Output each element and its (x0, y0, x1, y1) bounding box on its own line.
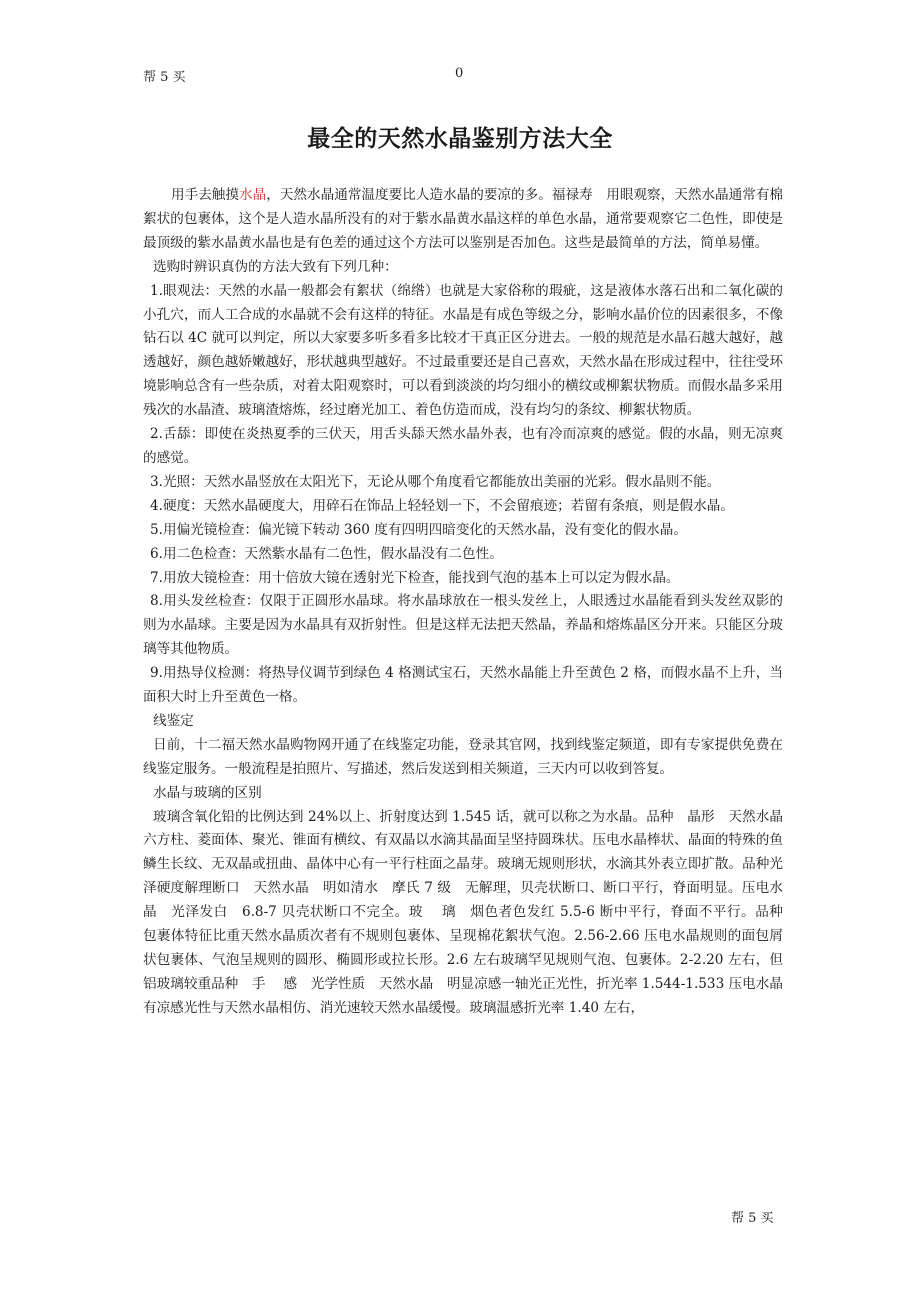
crystal-link[interactable]: 水晶 (239, 187, 267, 203)
page-number: 0 (455, 66, 464, 81)
paragraph-method-4: 4.硬度：天然水晶硬度大，用碎石在饰品上轻轻划一下，不会留痕迹；若留有条痕，则是假水晶。 (150, 497, 734, 514)
paragraph-glass: 玻璃含氧化铅的比例达到 24%以上、折射度达到 1.545 话，就可以称之为水晶。品种 晶形 天然水晶 六方柱、菱面体、聚光、锥面有横纹、有双晶以水滴其晶面呈坚持圆珠状。压电水晶棒状、晶面的特殊的鱼鳞生长纹、无双晶或扭曲、晶体中心有一平行柱面之晶芽。玻璃无规则形状，水滴其外表立即扩散。品种光泽硬度解理断口 天然水晶 明如清水 摩氏 7 级 无解理，贝壳状断口、断口平行，脊面明显。压电水晶 光泽发白 6.8-7 贝壳状断口不完全。玻 璃 烟色者色发红 5.5-6 断中平行，脊面不平行。品种 包裹体特征比重天然水晶质次者有不规则包裹体、呈现棉花絮状气泡。2.56-2.66 压电水晶规则的面包屑状包裹体、气泡呈规则的圆形、椭圆形或拉长形。2.6 左右玻璃罕见规则气泡、包裹体。2-2.20 左右，但铝玻璃较重品种 手 感 光学性质 天然水晶 明显凉感一轴光正光性，折光率 1.544-1.533 压电水晶 有凉感光性与天然水晶相仿、消光速较天然水晶缓慢。玻璃温感折光率 1.40 左右， (143, 808, 801, 1016)
paragraph-method-8: 8.用头发丝检查：仅限于正圆形水晶球。将水晶球放在一根头发丝上，人眼透过水晶能看到头发丝双影的则为水晶球。主要是因为水晶具有双折射性。但是这样无法把天然晶，养晶和熔炼晶区分开来。只能区分玻璃等其他物质。 (143, 593, 783, 658)
intro-paragraph (143, 184, 783, 256)
paragraph-method-9: 9.用热导仪检测：将热导仪调节到绿色 4 格测试宝石，天然水晶能上升至黄色 2 格，而假水晶不上升，当面积大时上升至黄色一格。 (143, 665, 783, 706)
intro-post: ，天然水晶通常温度要比人造水晶的要凉的多。福禄寿 用眼观察，天然水晶通常有棉絮状的包裹体，这个是人造水晶所没有的对于紫水晶黄水晶这样的单色水晶，通常要观察它二色性，即使是最顶级的紫水晶黄水晶也是有色差的通过这个方法可以鉴别是否加色。这些是最简单的方法，简单易懂。 (143, 187, 784, 251)
paragraph-method-3: 3.光照：天然水晶竖放在太阳光下，无论从哪个角度看它都能放出美丽的光彩。假水晶则不能。 (150, 473, 721, 490)
paragraph-method-5: 5.用偏光镜检查：偏光镜下转动 360 度有四明四暗变化的天然水晶，没有变化的假水晶。 (150, 521, 687, 538)
section-heading-online: 线鉴定 (153, 712, 194, 729)
document-body (143, 184, 801, 1021)
section-heading-glass: 水晶与玻璃的区别 (153, 784, 262, 801)
document-title: 最全的天然水晶鉴别方法大全 (307, 126, 613, 152)
intro-pre: 用手去触摸 (171, 187, 240, 203)
footer-right-text: 帮 5 买 (731, 1211, 774, 1226)
paragraph-method-7: 7.用放大镜检查：用十倍放大镜在透射光下检查，能找到气泡的基本上可以定为假水晶。 (150, 569, 680, 586)
paragraph-methods-intro: 选购时辨识真伪的方法大致有下列几种： (153, 258, 398, 275)
paragraph-method-2: 2.舌舔：即使在炎热夏季的三伏天，用舌头舔天然水晶外表，也有冷而凉爽的感觉。假的水晶，则无凉爽的感觉。 (143, 426, 783, 466)
header-left-text: 帮 5 买 (143, 70, 186, 85)
paragraph-method-1: 1.眼观法：天然的水晶一般都会有絮状（绵绺）也就是大家俗称的瑕疵，这是液体水落石出和二氧化碳的小孔穴，而人工合成的水晶就不会有这样的特征。水晶是有成色等级之分，影响水晶价位的因素很多，不像钻石以 4C 就可以判定，所以大家要多听多看多比较才干真正区分进去。一般的规范是水晶石越大越好，越透越好，颜色越娇嫩越好，形状越典型越好。不过最重要还是自己喜欢，天然水晶在形成过程中，往往受环境影响总含有一些杂质，对着太阳观察时，可以看到淡淡的均匀细小的横纹或柳絮状物质。而假水晶多采用残次的水晶渣、玻璃渣熔炼，经过磨光加工、着色仿造而成，没有均匀的条纹、柳絮状物质。 (143, 282, 783, 419)
paragraph-online: 日前，十二福天然水晶购物网开通了在线鉴定功能，登录其官网，找到线鉴定频道，即有专家提供免费在线鉴定服务。一般流程是拍照片、写描述，然后发送到相关频道，三天内可以收到答复。 (143, 736, 783, 777)
paragraph-method-6: 6.用二色检查：天然紫水晶有二色性，假水晶没有二色性。 (150, 545, 503, 562)
